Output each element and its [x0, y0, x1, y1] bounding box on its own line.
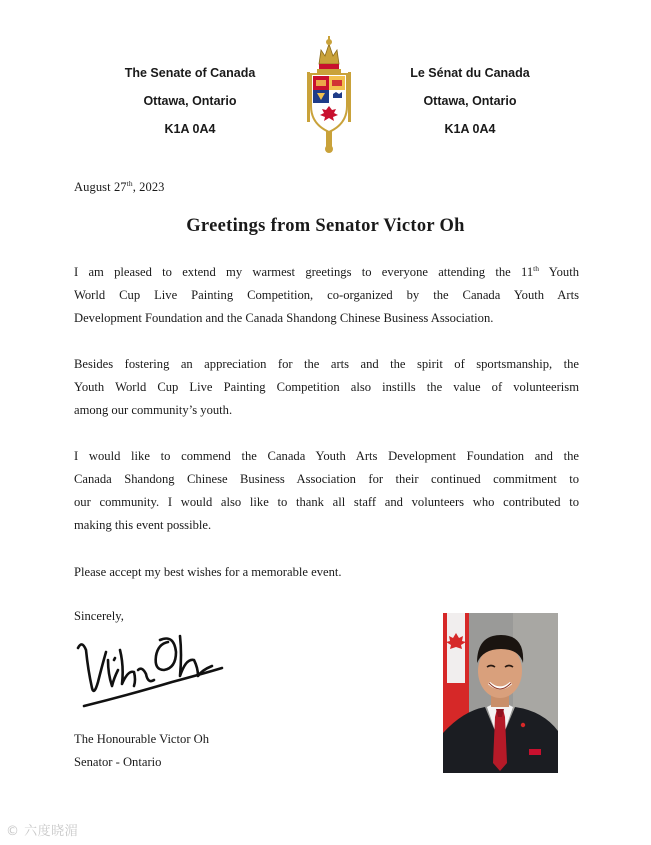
senate-coat-of-arms-icon [295, 36, 363, 154]
paragraph-2 [74, 353, 579, 422]
senator-portrait-photo [443, 613, 558, 773]
paragraph-text: Youth [538, 265, 580, 279]
senate-name-fr: Le Sénat du Canada [410, 66, 530, 80]
paragraph-text: I am pleased to extend my warmest greetings to everyone attending the 11 [74, 265, 534, 279]
letter-date [74, 179, 165, 195]
closing-salutation: Sincerely, [74, 609, 124, 623]
postal-code-en: K1A 0A4 [164, 122, 216, 136]
paragraph-line: our community. I would also like to thank all staff and volunteers who contributed to [74, 495, 579, 509]
letter-title: Greetings from Senator Victor Oh [186, 216, 465, 236]
paragraph-3 [74, 445, 579, 537]
date-ordinal-suffix: th [126, 179, 133, 188]
letterhead-english [110, 65, 270, 149]
senate-name-en: The Senate of Canada [124, 66, 256, 80]
paragraph-line [74, 261, 579, 284]
paragraph-line: Canada Shandong Chinese Business Association for their continued commitment to [74, 472, 579, 486]
signatory-role: Senator - Ontario [74, 755, 162, 769]
paragraph-4 [74, 561, 579, 584]
paragraph-1 [74, 261, 579, 330]
paragraph-line: World Cup Live Painting Competition, co-organized by the Canada Youth Arts [74, 288, 579, 302]
paragraph-line: Besides fostering an appreciation for the arts and the spirit of sportsmanship, the [74, 357, 579, 371]
paragraph-line: Youth World Cup Live Painting Competition also instills the value of volunteerism [74, 380, 579, 394]
date-month-day: August 27 [74, 180, 127, 195]
postal-code-fr: K1A 0A4 [444, 122, 496, 136]
paragraph-line: making this event possible. [74, 518, 212, 532]
signatory-name: The Honourable Victor Oh [74, 732, 210, 746]
paragraph-line: among our community’s youth. [74, 403, 233, 417]
ordinal-suffix: th [533, 263, 539, 273]
paragraph-line: I would like to commend the Canada Youth Arts Development Foundation and the [74, 449, 579, 463]
city-fr: Ottawa, Ontario [423, 94, 517, 108]
letterhead-french [390, 65, 550, 149]
signatory-block [74, 728, 209, 774]
city-en: Ottawa, Ontario [143, 94, 237, 108]
date-year: , 2023 [132, 180, 165, 195]
handwritten-signature [72, 630, 237, 720]
watermark-text: © 六度晓湄 [6, 824, 79, 839]
paragraph-line: Development Foundation and the Canada Shandong Chinese Business Association. [74, 311, 494, 325]
paragraph-line: Please accept my best wishes for a memorable event. [74, 565, 342, 579]
